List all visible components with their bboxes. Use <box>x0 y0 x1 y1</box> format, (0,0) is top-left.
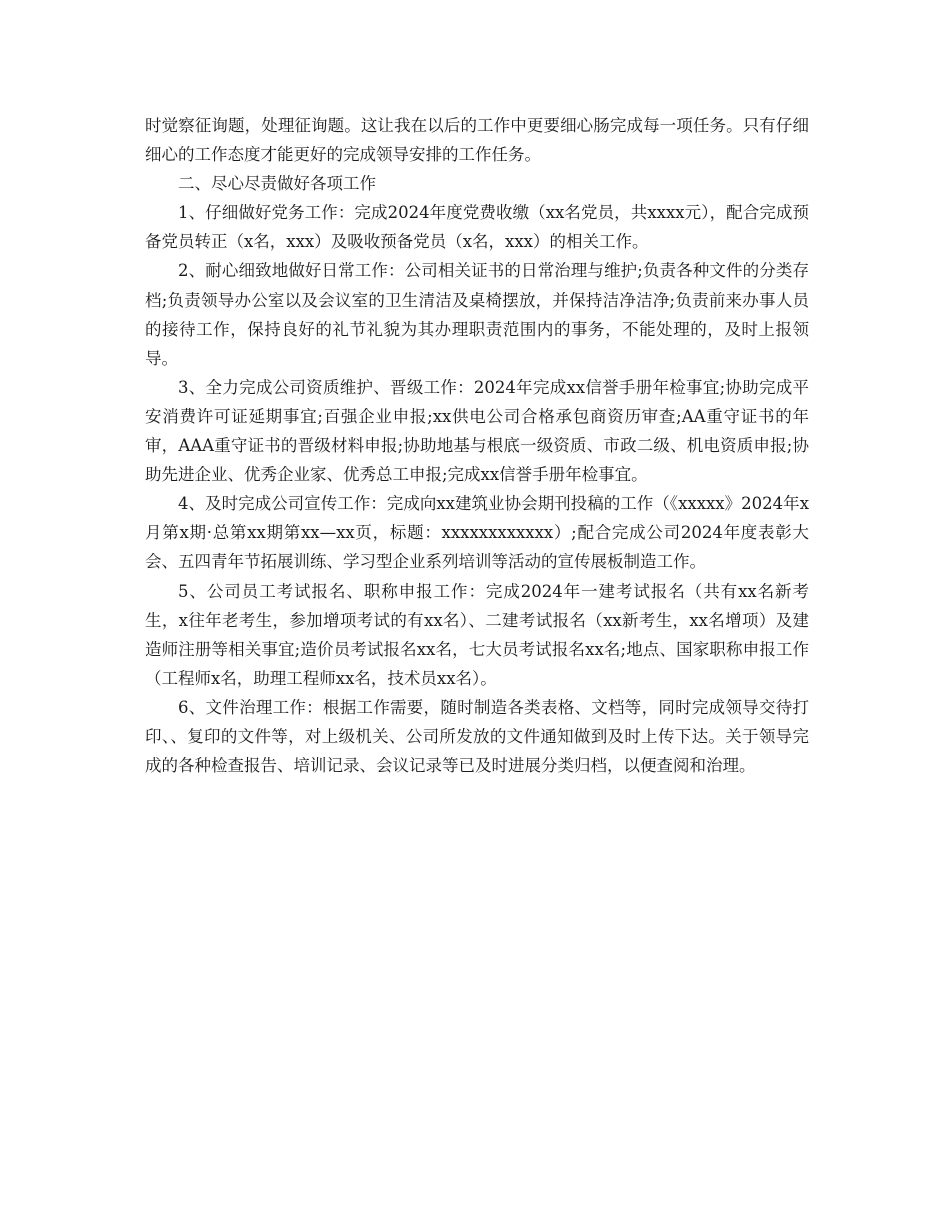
paragraph-publicity: 4、及时完成公司宣传工作：完成向xx建筑业协会期刊投稿的工作（《xxxxx》2024年x月第x期·总第xx期第xx—xx页，标题：xxxxxxxxxxxx）;配合完成公司2024年度表彰大会、五四青年节拓展训练、学习型企业系列培训等活动的宣传展板制造工作。 <box>145 494 809 572</box>
section-heading: 二、尽心尽责做好各项工作 <box>178 174 376 194</box>
paragraph-daily-work: 2、耐心细致地做好日常工作：公司相关证书的日常治理与维护;负责各种文件的分类存档;负责领导办公室以及会议室的卫生清洁及桌椅摆放，并保持洁净洁净;负责前来办事人员的接待工作，保持良好的礼节礼貌为其办理职责范围内的事务，不能处理的，及时上报领导。 <box>145 261 809 368</box>
document-body <box>145 111 809 780</box>
paragraph-qualification: 3、全力完成公司资质维护、晋级工作：2024年完成xx信誉手册年检事宜;协助完成平安消费许可证延期事宜;百强企业申报;xx供电公司合格承包商资历审查;AA重守证书的年审，AAA重守证书的晋级材料申报;协助地基与根底一级资质、市政二级、机电资质申报;协助先进企业、优秀企业家、优秀总工申报;完成xx信誉手册年检事宜。 <box>145 377 809 485</box>
paragraph-1: 时觉察征询题，处理征询题。这让我在以后的工作中更要细心肠完成每一项任务。只有仔细细心的工作态度才能更好的完成领导安排的工作任务。 <box>145 116 809 165</box>
paragraph-exam-registration: 5、公司员工考试报名、职称申报工作：完成2024年一建考试报名（共有xx名新考生，x往年老考生，参加增项考试的有xx名）、二建考试报名（xx新考生，xx名增项）及建造师注册等相关事宜;造价员考试报名xx名，七大员考试报名xx名;地点、国家职称申报工作（工程师x名，助理工程师xx名，技术员xx名）。 <box>145 581 809 688</box>
paragraph-party-affairs: 1、仔细做好党务工作：完成2024年度党费收缴（xx名党员，共xxxx元），配合完成预备党员转正（x名，xxx）及吸收预备党员（x名，xxx）的相关工作。 <box>145 203 809 252</box>
paragraph-document-management: 6、文件治理工作：根据工作需要，随时制造各类表格、文档等，同时完成领导交待打印、、复印的文件等，对上级机关、公司所发放的文件通知做到及时上传下达。关于领导完成的各种检查报告、培训记录、会议记录等已及时进展分类归档，以便查阅和治理。 <box>145 697 809 776</box>
